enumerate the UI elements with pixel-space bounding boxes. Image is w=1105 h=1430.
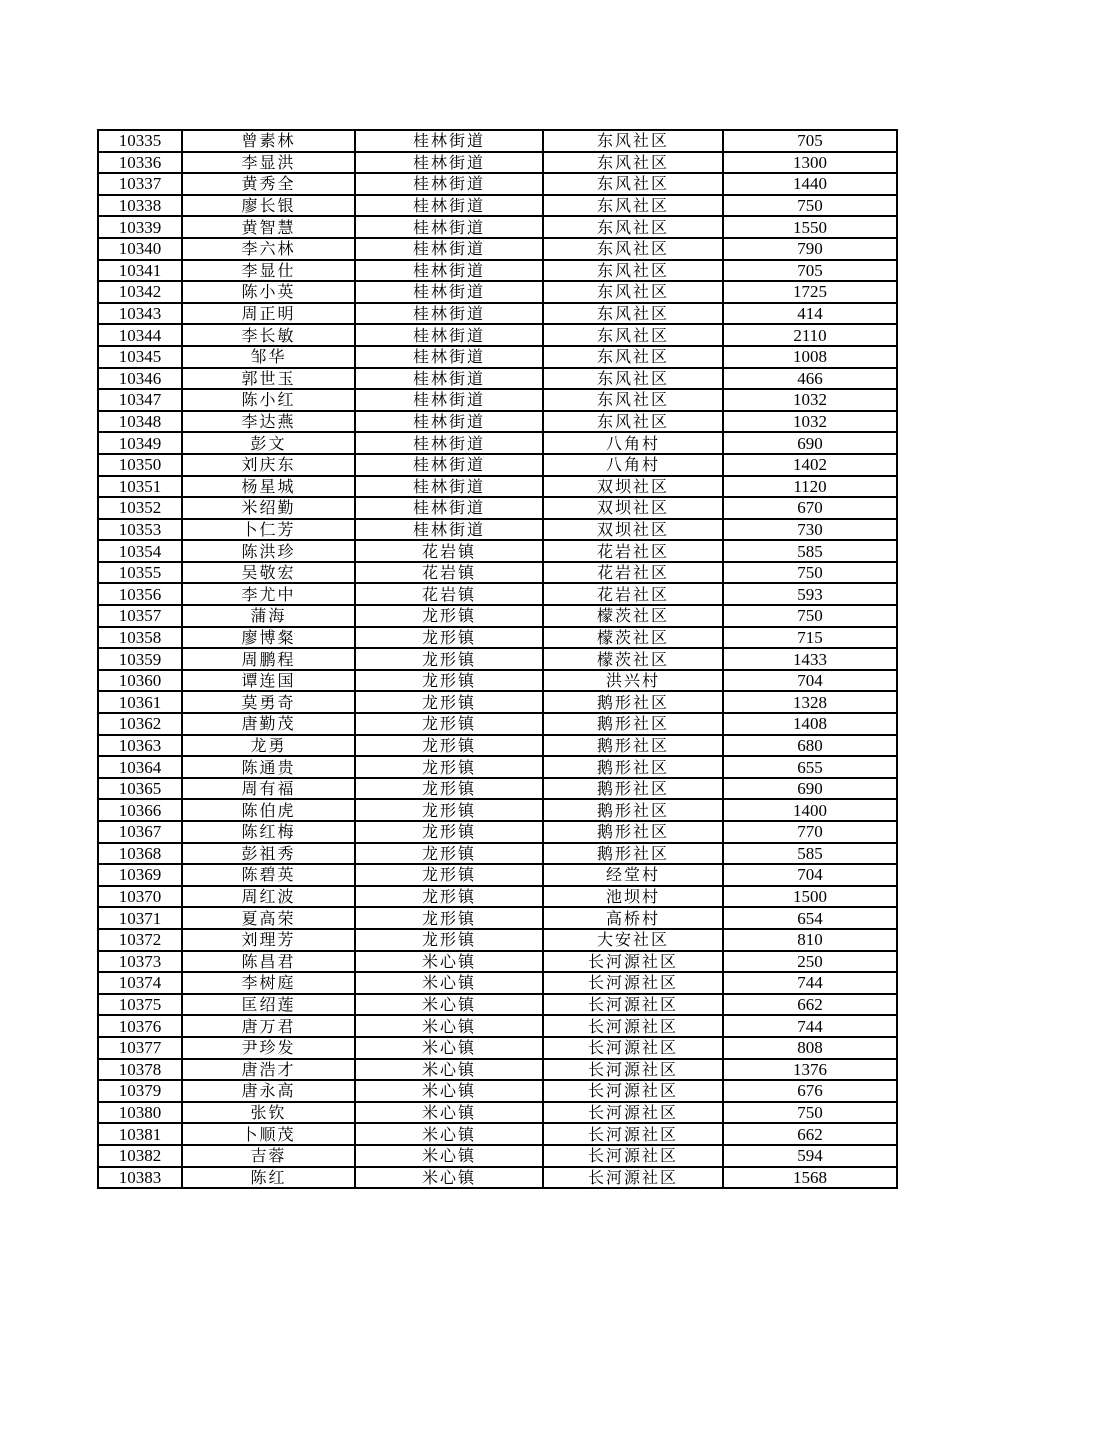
table-row — [98, 519, 897, 541]
cell-community: 东风社区 — [543, 411, 723, 433]
table-row — [98, 1145, 897, 1167]
cell-amount: 2110 — [723, 324, 897, 346]
cell-community: 东风社区 — [543, 346, 723, 368]
cell-name: 周有福 — [182, 778, 355, 800]
table-row — [98, 1037, 897, 1059]
subsidy-table — [97, 129, 898, 1189]
cell-amount: 1376 — [723, 1059, 897, 1081]
cell-amount: 414 — [723, 303, 897, 325]
table-row — [98, 324, 897, 346]
cell-town: 米心镇 — [355, 1015, 543, 1037]
cell-amount: 730 — [723, 519, 897, 541]
cell-id: 10339 — [98, 216, 182, 238]
cell-community: 八角村 — [543, 432, 723, 454]
cell-name: 卜仁芳 — [182, 519, 355, 541]
cell-town: 龙形镇 — [355, 713, 543, 735]
cell-name: 张钦 — [182, 1102, 355, 1124]
cell-name: 廖长银 — [182, 195, 355, 217]
table-row — [98, 281, 897, 303]
cell-community: 东风社区 — [543, 260, 723, 282]
cell-community: 鹅形社区 — [543, 799, 723, 821]
cell-name: 彭文 — [182, 432, 355, 454]
cell-amount: 1440 — [723, 173, 897, 195]
cell-community: 长河源社区 — [543, 1059, 723, 1081]
cell-name: 李尤中 — [182, 583, 355, 605]
cell-name: 夏高荣 — [182, 907, 355, 929]
table-row — [98, 951, 897, 973]
cell-community: 鹅形社区 — [543, 843, 723, 865]
table-row — [98, 972, 897, 994]
cell-name: 陈小英 — [182, 281, 355, 303]
cell-name: 蒲海 — [182, 605, 355, 627]
cell-amount: 770 — [723, 821, 897, 843]
cell-name: 唐永高 — [182, 1080, 355, 1102]
cell-community: 东风社区 — [543, 173, 723, 195]
cell-id: 10376 — [98, 1015, 182, 1037]
cell-id: 10372 — [98, 929, 182, 951]
cell-town: 龙形镇 — [355, 691, 543, 713]
cell-community: 檬茨社区 — [543, 627, 723, 649]
table-row — [98, 195, 897, 217]
table-row — [98, 735, 897, 757]
cell-town: 桂林街道 — [355, 432, 543, 454]
table-row — [98, 540, 897, 562]
cell-id: 10375 — [98, 994, 182, 1016]
cell-amount: 744 — [723, 972, 897, 994]
table-row — [98, 778, 897, 800]
cell-name: 龙勇 — [182, 735, 355, 757]
table-row — [98, 152, 897, 174]
cell-town: 桂林街道 — [355, 519, 543, 541]
cell-town: 花岩镇 — [355, 562, 543, 584]
cell-name: 彭祖秀 — [182, 843, 355, 865]
cell-community: 池坝村 — [543, 886, 723, 908]
cell-town: 桂林街道 — [355, 411, 543, 433]
cell-town: 龙形镇 — [355, 907, 543, 929]
table-row — [98, 562, 897, 584]
cell-community: 双坝社区 — [543, 519, 723, 541]
table-row — [98, 260, 897, 282]
cell-amount: 670 — [723, 497, 897, 519]
cell-amount: 1550 — [723, 216, 897, 238]
cell-community: 东风社区 — [543, 238, 723, 260]
cell-town: 花岩镇 — [355, 540, 543, 562]
cell-town: 龙形镇 — [355, 799, 543, 821]
cell-community: 长河源社区 — [543, 1080, 723, 1102]
table-row — [98, 670, 897, 692]
cell-id: 10340 — [98, 238, 182, 260]
cell-amount: 704 — [723, 670, 897, 692]
cell-community: 东风社区 — [543, 216, 723, 238]
cell-community: 东风社区 — [543, 324, 723, 346]
cell-town: 桂林街道 — [355, 346, 543, 368]
cell-community: 花岩社区 — [543, 540, 723, 562]
table-row — [98, 368, 897, 390]
cell-id: 10378 — [98, 1059, 182, 1081]
cell-name: 李树庭 — [182, 972, 355, 994]
cell-town: 桂林街道 — [355, 281, 543, 303]
cell-town: 米心镇 — [355, 994, 543, 1016]
table-row — [98, 411, 897, 433]
table-row — [98, 1080, 897, 1102]
cell-amount: 250 — [723, 951, 897, 973]
cell-community: 鹅形社区 — [543, 691, 723, 713]
cell-id: 10368 — [98, 843, 182, 865]
cell-town: 龙形镇 — [355, 735, 543, 757]
cell-town: 桂林街道 — [355, 216, 543, 238]
cell-amount: 1568 — [723, 1167, 897, 1189]
table-row — [98, 583, 897, 605]
table-row — [98, 1123, 897, 1145]
cell-community: 东风社区 — [543, 152, 723, 174]
table-row — [98, 994, 897, 1016]
cell-town: 桂林街道 — [355, 389, 543, 411]
cell-id: 10336 — [98, 152, 182, 174]
cell-community: 鹅形社区 — [543, 756, 723, 778]
cell-community: 檬茨社区 — [543, 605, 723, 627]
cell-community: 双坝社区 — [543, 497, 723, 519]
cell-name: 周鹏程 — [182, 648, 355, 670]
cell-id: 10352 — [98, 497, 182, 519]
table-row — [98, 1167, 897, 1189]
cell-town: 桂林街道 — [355, 130, 543, 152]
cell-community: 长河源社区 — [543, 1037, 723, 1059]
cell-town: 龙形镇 — [355, 756, 543, 778]
cell-name: 李达燕 — [182, 411, 355, 433]
table-row — [98, 648, 897, 670]
cell-community: 洪兴村 — [543, 670, 723, 692]
cell-amount: 1032 — [723, 411, 897, 433]
cell-community: 长河源社区 — [543, 1145, 723, 1167]
cell-id: 10373 — [98, 951, 182, 973]
cell-name: 李显仕 — [182, 260, 355, 282]
cell-name: 陈碧英 — [182, 864, 355, 886]
cell-community: 东风社区 — [543, 368, 723, 390]
cell-name: 郭世玉 — [182, 368, 355, 390]
cell-name: 周正明 — [182, 303, 355, 325]
table-row — [98, 1059, 897, 1081]
cell-name: 唐勤茂 — [182, 713, 355, 735]
cell-community: 鹅形社区 — [543, 821, 723, 843]
cell-town: 龙形镇 — [355, 627, 543, 649]
table-row — [98, 130, 897, 152]
cell-amount: 1032 — [723, 389, 897, 411]
cell-id: 10343 — [98, 303, 182, 325]
cell-name: 李长敏 — [182, 324, 355, 346]
cell-id: 10369 — [98, 864, 182, 886]
cell-community: 大安社区 — [543, 929, 723, 951]
cell-amount: 1008 — [723, 346, 897, 368]
cell-name: 唐万君 — [182, 1015, 355, 1037]
cell-amount: 585 — [723, 540, 897, 562]
cell-amount: 704 — [723, 864, 897, 886]
cell-name: 曾素林 — [182, 130, 355, 152]
cell-name: 廖博粲 — [182, 627, 355, 649]
cell-amount: 705 — [723, 130, 897, 152]
cell-town: 桂林街道 — [355, 324, 543, 346]
cell-amount: 680 — [723, 735, 897, 757]
cell-amount: 1120 — [723, 476, 897, 498]
cell-amount: 662 — [723, 1123, 897, 1145]
cell-community: 东风社区 — [543, 130, 723, 152]
cell-id: 10350 — [98, 454, 182, 476]
cell-amount: 1328 — [723, 691, 897, 713]
cell-community: 花岩社区 — [543, 562, 723, 584]
cell-town: 龙形镇 — [355, 605, 543, 627]
cell-id: 10377 — [98, 1037, 182, 1059]
cell-town: 桂林街道 — [355, 260, 543, 282]
cell-town: 桂林街道 — [355, 173, 543, 195]
cell-name: 莫勇奇 — [182, 691, 355, 713]
cell-name: 吉蓉 — [182, 1145, 355, 1167]
cell-town: 龙形镇 — [355, 670, 543, 692]
cell-town: 米心镇 — [355, 1059, 543, 1081]
cell-community: 长河源社区 — [543, 1123, 723, 1145]
cell-name: 陈伯虎 — [182, 799, 355, 821]
cell-id: 10338 — [98, 195, 182, 217]
cell-amount: 1400 — [723, 799, 897, 821]
cell-community: 经堂村 — [543, 864, 723, 886]
cell-community: 东风社区 — [543, 389, 723, 411]
cell-id: 10382 — [98, 1145, 182, 1167]
cell-community: 长河源社区 — [543, 1167, 723, 1189]
cell-id: 10342 — [98, 281, 182, 303]
cell-id: 10366 — [98, 799, 182, 821]
cell-amount: 810 — [723, 929, 897, 951]
cell-id: 10360 — [98, 670, 182, 692]
cell-amount: 676 — [723, 1080, 897, 1102]
table-row — [98, 238, 897, 260]
table-row — [98, 432, 897, 454]
table-row — [98, 627, 897, 649]
cell-amount: 1500 — [723, 886, 897, 908]
table-row — [98, 799, 897, 821]
cell-town: 龙形镇 — [355, 778, 543, 800]
cell-name: 周红波 — [182, 886, 355, 908]
table-row — [98, 346, 897, 368]
cell-amount: 750 — [723, 605, 897, 627]
cell-community: 长河源社区 — [543, 951, 723, 973]
cell-town: 花岩镇 — [355, 583, 543, 605]
cell-name: 黄秀全 — [182, 173, 355, 195]
cell-id: 10337 — [98, 173, 182, 195]
cell-amount: 594 — [723, 1145, 897, 1167]
cell-name: 黄智慧 — [182, 216, 355, 238]
cell-id: 10348 — [98, 411, 182, 433]
cell-amount: 750 — [723, 195, 897, 217]
cell-id: 10364 — [98, 756, 182, 778]
cell-amount: 744 — [723, 1015, 897, 1037]
cell-amount: 1408 — [723, 713, 897, 735]
cell-id: 10380 — [98, 1102, 182, 1124]
table-row — [98, 864, 897, 886]
table-row — [98, 216, 897, 238]
table-row — [98, 907, 897, 929]
cell-town: 桂林街道 — [355, 303, 543, 325]
table-row — [98, 929, 897, 951]
cell-name: 陈通贵 — [182, 756, 355, 778]
cell-id: 10357 — [98, 605, 182, 627]
cell-amount: 750 — [723, 1102, 897, 1124]
cell-amount: 705 — [723, 260, 897, 282]
cell-id: 10354 — [98, 540, 182, 562]
cell-name: 尹珍发 — [182, 1037, 355, 1059]
cell-name: 陈红梅 — [182, 821, 355, 843]
cell-community: 鹅形社区 — [543, 778, 723, 800]
cell-amount: 662 — [723, 994, 897, 1016]
cell-community: 双坝社区 — [543, 476, 723, 498]
cell-name: 邹华 — [182, 346, 355, 368]
cell-community: 八角村 — [543, 454, 723, 476]
cell-town: 米心镇 — [355, 1102, 543, 1124]
cell-town: 米心镇 — [355, 951, 543, 973]
table-row — [98, 1102, 897, 1124]
cell-id: 10381 — [98, 1123, 182, 1145]
cell-town: 米心镇 — [355, 1145, 543, 1167]
cell-community: 东风社区 — [543, 303, 723, 325]
cell-amount: 715 — [723, 627, 897, 649]
cell-community: 长河源社区 — [543, 972, 723, 994]
cell-community: 花岩社区 — [543, 583, 723, 605]
cell-amount: 1300 — [723, 152, 897, 174]
cell-community: 高桥村 — [543, 907, 723, 929]
cell-community: 鹅形社区 — [543, 735, 723, 757]
cell-community: 长河源社区 — [543, 1015, 723, 1037]
cell-amount: 1402 — [723, 454, 897, 476]
table-row — [98, 713, 897, 735]
cell-town: 米心镇 — [355, 1167, 543, 1189]
cell-amount: 585 — [723, 843, 897, 865]
cell-id: 10358 — [98, 627, 182, 649]
cell-id: 10365 — [98, 778, 182, 800]
cell-id: 10344 — [98, 324, 182, 346]
cell-amount: 690 — [723, 432, 897, 454]
cell-amount: 690 — [723, 778, 897, 800]
cell-amount: 1433 — [723, 648, 897, 670]
cell-name: 杨星城 — [182, 476, 355, 498]
cell-name: 匡绍莲 — [182, 994, 355, 1016]
cell-town: 米心镇 — [355, 1123, 543, 1145]
cell-id: 10379 — [98, 1080, 182, 1102]
cell-id: 10383 — [98, 1167, 182, 1189]
cell-amount: 655 — [723, 756, 897, 778]
cell-name: 卜顺茂 — [182, 1123, 355, 1145]
cell-town: 龙形镇 — [355, 886, 543, 908]
table-row — [98, 843, 897, 865]
table-row — [98, 691, 897, 713]
cell-id: 10361 — [98, 691, 182, 713]
cell-id: 10370 — [98, 886, 182, 908]
cell-name: 李显洪 — [182, 152, 355, 174]
cell-amount: 790 — [723, 238, 897, 260]
cell-name: 陈红 — [182, 1167, 355, 1189]
cell-id: 10349 — [98, 432, 182, 454]
cell-community: 东风社区 — [543, 195, 723, 217]
cell-name: 唐浩才 — [182, 1059, 355, 1081]
cell-town: 龙形镇 — [355, 864, 543, 886]
cell-name: 陈昌君 — [182, 951, 355, 973]
cell-community: 长河源社区 — [543, 1102, 723, 1124]
cell-id: 10367 — [98, 821, 182, 843]
cell-community: 鹅形社区 — [543, 713, 723, 735]
cell-id: 10363 — [98, 735, 182, 757]
cell-town: 桂林街道 — [355, 497, 543, 519]
cell-name: 李六林 — [182, 238, 355, 260]
table-row — [98, 886, 897, 908]
cell-id: 10371 — [98, 907, 182, 929]
cell-town: 龙形镇 — [355, 929, 543, 951]
table-row — [98, 605, 897, 627]
table-row — [98, 389, 897, 411]
cell-amount: 750 — [723, 562, 897, 584]
cell-community: 长河源社区 — [543, 994, 723, 1016]
cell-amount: 808 — [723, 1037, 897, 1059]
cell-town: 米心镇 — [355, 1080, 543, 1102]
cell-community: 东风社区 — [543, 281, 723, 303]
cell-amount: 1725 — [723, 281, 897, 303]
table-row — [98, 1015, 897, 1037]
cell-town: 桂林街道 — [355, 152, 543, 174]
cell-town: 龙形镇 — [355, 821, 543, 843]
cell-town: 米心镇 — [355, 1037, 543, 1059]
cell-id: 10346 — [98, 368, 182, 390]
cell-amount: 466 — [723, 368, 897, 390]
table-row — [98, 173, 897, 195]
cell-town: 桂林街道 — [355, 368, 543, 390]
cell-amount: 593 — [723, 583, 897, 605]
cell-name: 吴敬宏 — [182, 562, 355, 584]
cell-name: 米绍勤 — [182, 497, 355, 519]
table-row — [98, 756, 897, 778]
cell-id: 10362 — [98, 713, 182, 735]
cell-id: 10341 — [98, 260, 182, 282]
cell-id: 10374 — [98, 972, 182, 994]
cell-town: 桂林街道 — [355, 195, 543, 217]
cell-name: 陈洪珍 — [182, 540, 355, 562]
table-row — [98, 454, 897, 476]
cell-town: 桂林街道 — [355, 238, 543, 260]
cell-id: 10355 — [98, 562, 182, 584]
cell-name: 谭连国 — [182, 670, 355, 692]
cell-name: 刘庆东 — [182, 454, 355, 476]
table-row — [98, 476, 897, 498]
cell-community: 檬茨社区 — [543, 648, 723, 670]
cell-town: 桂林街道 — [355, 454, 543, 476]
cell-id: 10345 — [98, 346, 182, 368]
table-row — [98, 303, 897, 325]
cell-town: 龙形镇 — [355, 843, 543, 865]
table-row — [98, 497, 897, 519]
cell-name: 刘理芳 — [182, 929, 355, 951]
cell-town: 龙形镇 — [355, 648, 543, 670]
cell-id: 10335 — [98, 130, 182, 152]
cell-amount: 654 — [723, 907, 897, 929]
cell-id: 10351 — [98, 476, 182, 498]
cell-id: 10356 — [98, 583, 182, 605]
cell-id: 10347 — [98, 389, 182, 411]
table-body — [98, 130, 897, 1188]
cell-name: 陈小红 — [182, 389, 355, 411]
cell-town: 桂林街道 — [355, 476, 543, 498]
cell-town: 米心镇 — [355, 972, 543, 994]
table-row — [98, 821, 897, 843]
cell-id: 10359 — [98, 648, 182, 670]
cell-id: 10353 — [98, 519, 182, 541]
